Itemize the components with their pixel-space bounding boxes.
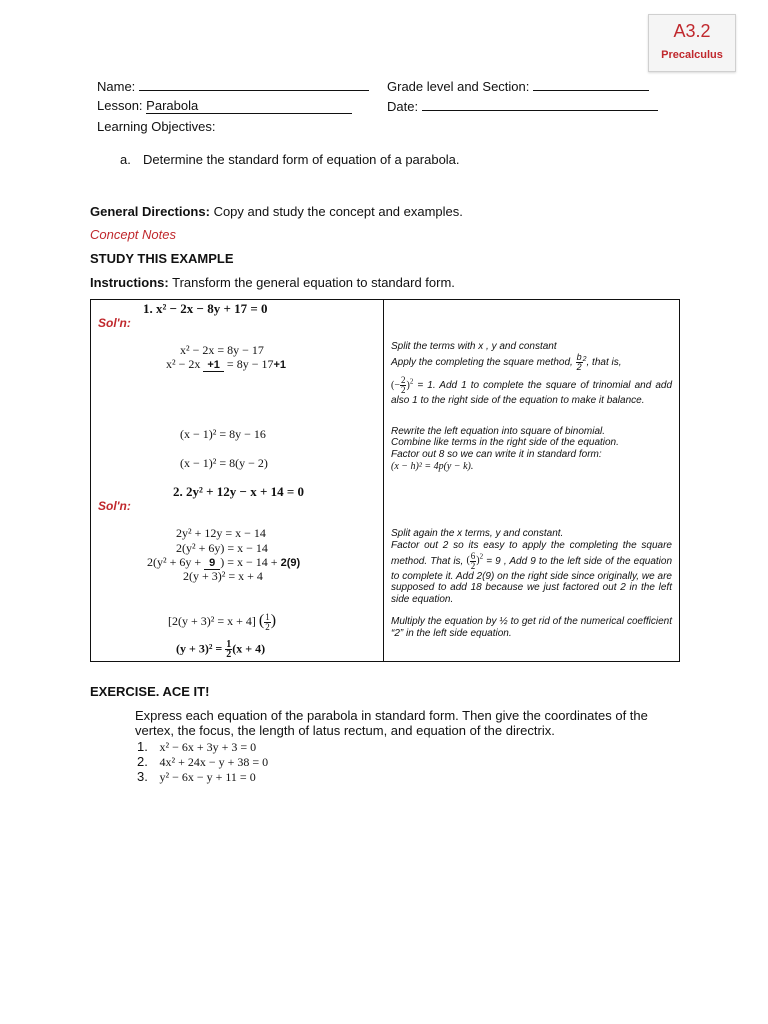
course-code: A3.2	[673, 21, 711, 41]
lesson-label: Lesson:	[97, 98, 143, 113]
name-blank[interactable]	[139, 78, 369, 91]
name-field[interactable]	[97, 78, 369, 94]
objective-marker: a.	[120, 152, 131, 167]
example2-blank: 9	[204, 557, 220, 570]
example1-blank: +1	[203, 359, 224, 372]
example1-note3d: (x − h)² = 4p(y − k).	[391, 461, 474, 472]
example1-note2: Apply the completing the square method, $\frac{b}{2}$ $^2$, that is,	[391, 352, 622, 372]
objective-text: Determine the standard form of equation of a parabola.	[143, 152, 460, 167]
example1-step1: x² − 2x = 8y − 17	[180, 343, 264, 357]
example2-step2: 2(y² + 6y) = x − 14	[176, 541, 268, 555]
example2-note2: Factor out 2 so its easy to apply the completing the square method. That is, ( $\frac{6}{2}$ )$^2$ = 9 , Add 9 to the left side of the equation to complete it. Add 2(9) on the right side since originally, we are supposed to add 18 because we just factored out 2 in the left side equation.	[391, 540, 673, 605]
date-label: Date:	[387, 99, 419, 114]
exercise-item: 2. 4x² + 24x − y + 38 = 0	[137, 754, 269, 769]
date-field[interactable]	[387, 98, 658, 114]
fraction-b-over-2: $\frac{b}{2}$	[576, 352, 582, 372]
example1-step4: (x − 1)² = 8(y − 2)	[180, 456, 268, 470]
example1-title: 1. x² − 2x − 8y + 17 = 0	[143, 301, 268, 316]
grade-blank[interactable]	[533, 78, 649, 91]
example2-step1: 2y² + 12y = x − 14	[176, 526, 266, 540]
study-heading: STUDY THIS EXAMPLE	[90, 251, 234, 266]
example2-step3: 2(y² + 6y + 9 ) = x − 14 + 2(9)	[147, 555, 301, 569]
example1-soln: Sol'n:	[98, 316, 131, 330]
exercise-text: Express each equation of the parabola in standard form. Then give the coordinates of the vertex, the focus, the length of latus rectum, and equation of the directrix.	[135, 708, 648, 738]
example2-soln: Sol'n:	[98, 499, 131, 513]
exercise-item: 3. y² − 6x − y + 11 = 0	[137, 769, 256, 784]
example2-step6: (y + 3)² = $\frac{1}{2}$ (x + 4)	[176, 639, 266, 660]
example2-step4: 2(y + 3)² = x + 4	[183, 569, 263, 583]
example1-note1: Split the terms with x , y and constant	[391, 341, 557, 352]
grade-label: Grade level and Section:	[387, 79, 530, 94]
example1-step3: (x − 1)² = 8y − 16	[180, 427, 266, 441]
course-badge	[648, 14, 736, 72]
example2-step5: [2(y + 3)² = x + 4] ( $\frac{1}{2}$ )	[168, 611, 277, 632]
exercise-item: 1. x² − 6x + 3y + 3 = 0	[137, 739, 257, 754]
example1-note3c: Factor out 8 so we can write it in standard form:	[391, 449, 602, 460]
example1-note3b: Combine like terms in the right side of the equation.	[391, 437, 619, 448]
lesson-value: Parabola	[146, 98, 352, 114]
exercise-heading: EXERCISE. ACE IT!	[90, 684, 210, 699]
directions-text: Copy and study the concept and examples.	[213, 204, 463, 219]
instructions-label: Instructions:	[90, 275, 169, 290]
example2-note3: Multiply the equation by ½ to get rid of the numerical coefficient “2” in the left side equation.	[391, 616, 672, 639]
objectives-label: Learning Objectives:	[97, 119, 216, 134]
example2-title: 2. 2y² + 12y − x + 14 = 0	[173, 484, 305, 499]
example1-note2-cont: (− $\frac{2}{2}$ )$^2$ = 1. Add 1 to complete the square of trinomial and add also 1 to the right side of the equation to make it balance.	[391, 375, 672, 406]
instructions-text: Transform the general equation to standard form.	[172, 275, 455, 290]
date-blank[interactable]	[422, 98, 658, 111]
example1-step2: x² − 2x +1 = 8y − 17+1	[166, 357, 287, 371]
grade-field[interactable]	[387, 78, 649, 94]
instructions	[90, 275, 455, 290]
lesson-field	[97, 98, 352, 114]
example2-note1: Split again the x terms, y and constant.	[391, 528, 564, 539]
course-subject: Precalculus	[661, 49, 723, 61]
concept-notes: Concept Notes	[90, 227, 176, 242]
name-label: Name:	[97, 79, 136, 94]
table-divider	[383, 299, 384, 661]
general-directions	[90, 204, 463, 219]
directions-label: General Directions:	[90, 204, 210, 219]
example1-note3a: Rewrite the left equation into square of binomial.	[391, 426, 606, 437]
